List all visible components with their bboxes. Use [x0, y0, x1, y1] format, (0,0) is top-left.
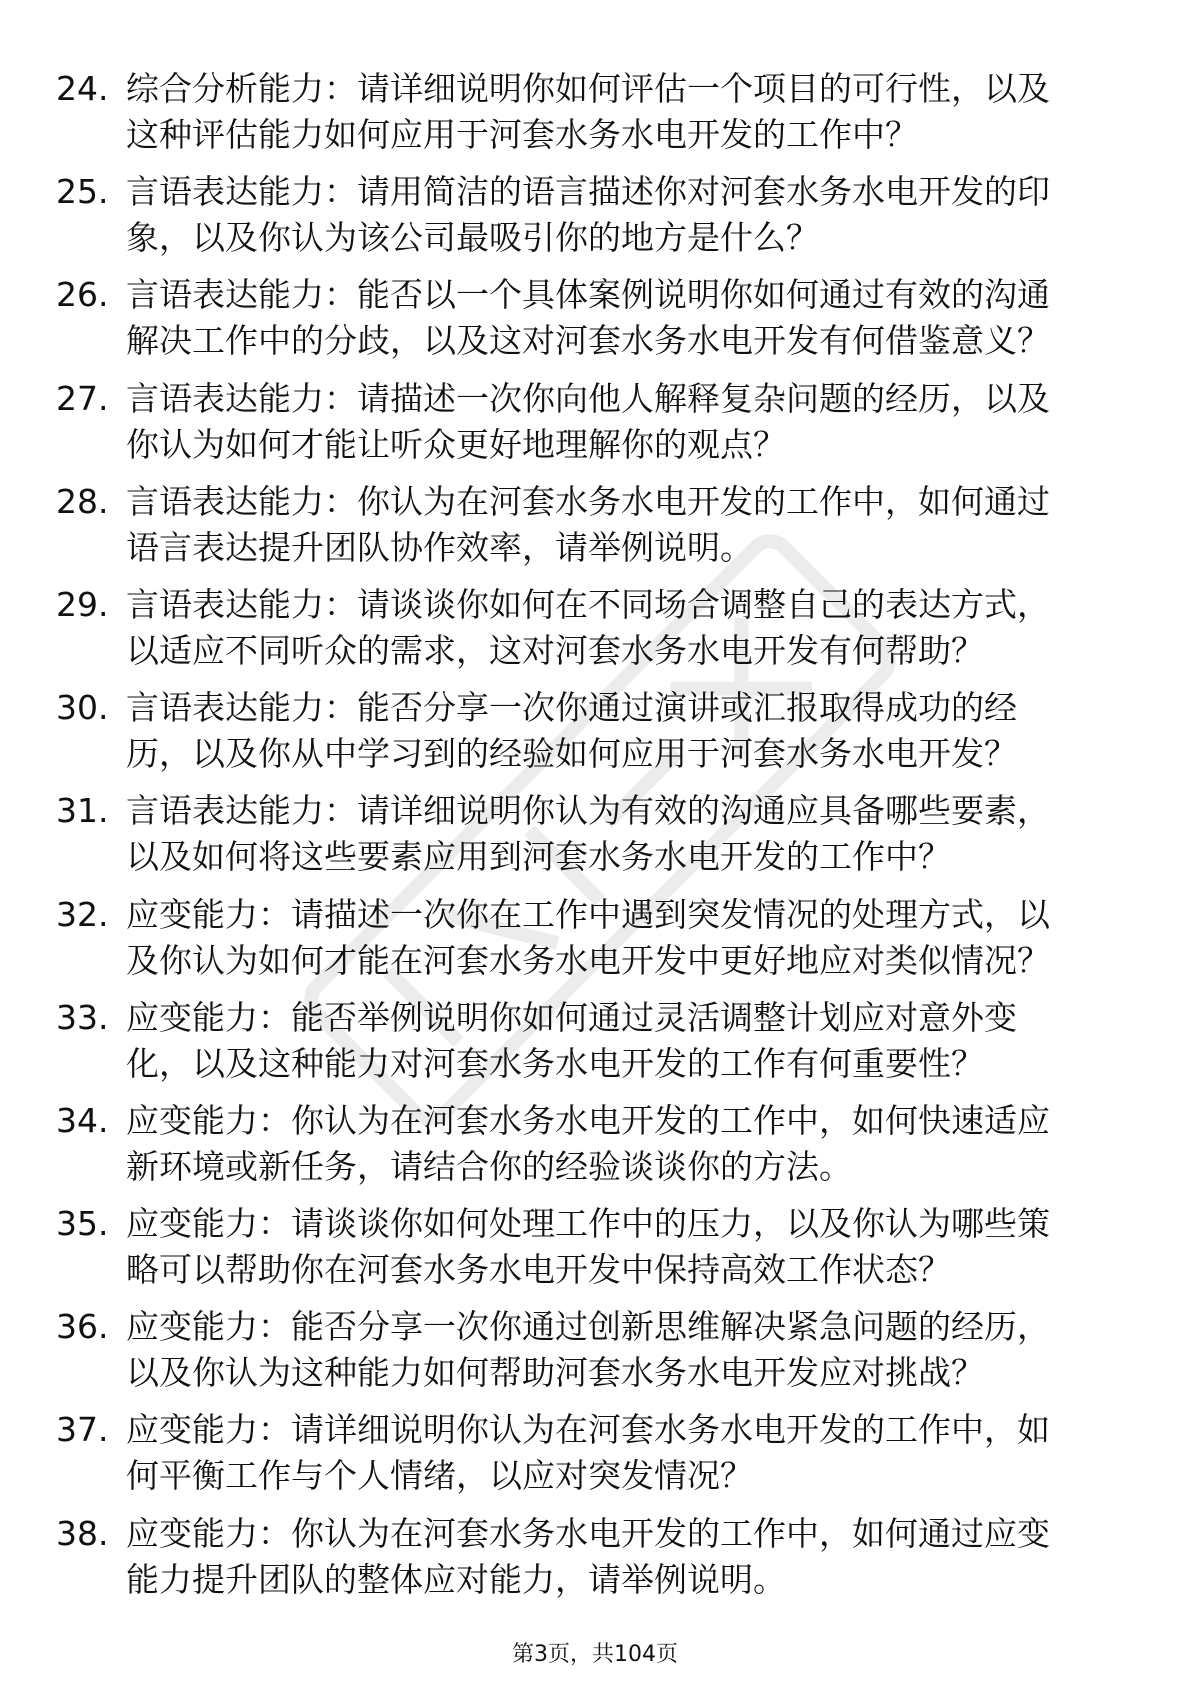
question-text-line: 言语表达能力：请用简洁的语言描述你对河套水务水电开发的印	[126, 172, 1050, 212]
question-text	[126, 169, 1126, 261]
question-text	[126, 272, 1126, 364]
question-text-line: 以及如何将这些要素应用到河套水务水电开发的工作中？	[126, 837, 951, 877]
question-text	[126, 892, 1126, 984]
question-item	[0, 995, 1190, 1098]
question-number: 34.	[56, 1100, 109, 1140]
question-text	[126, 1201, 1126, 1293]
question-text-line: 应变能力：你认为在河套水务水电开发的工作中，如何快速适应	[126, 1100, 1050, 1140]
question-item	[0, 1304, 1190, 1407]
question-item	[0, 479, 1190, 582]
question-text-line: 综合分析能力：请详细说明你如何评估一个项目的可行性，以及	[126, 69, 1050, 108]
question-text-line: 象，以及你认为该公司最吸引你的地方是什么？	[126, 218, 819, 258]
question-text-line: 以及你认为这种能力如何帮助河套水务水电开发应对挑战？	[126, 1353, 984, 1393]
question-item	[0, 582, 1190, 685]
question-item	[0, 685, 1190, 788]
question-text-line: 能力提升团队的整体应对能力，请举例说明。	[126, 1559, 786, 1599]
question-number: 25.	[56, 172, 109, 212]
question-text-line: 言语表达能力：能否以一个具体案例说明你如何通过有效的沟通	[126, 275, 1050, 315]
question-text-line: 应变能力：请谈谈你如何处理工作中的压力，以及你认为哪些策	[126, 1204, 1050, 1244]
question-number: 35.	[56, 1204, 109, 1244]
question-text	[126, 1511, 1126, 1603]
question-number: 32.	[56, 894, 109, 934]
question-text-line: 及你认为如何才能在河套水务水电开发中更好地应对类似情况？	[126, 940, 1050, 980]
question-item	[0, 66, 1190, 169]
question-item	[0, 376, 1190, 479]
question-text-line: 应变能力：请详细说明你认为在河套水务水电开发的工作中，如	[126, 1410, 1050, 1450]
question-text-line: 化，以及这种能力对河套水务水电开发的工作有何重要性？	[126, 1043, 984, 1083]
question-text	[126, 788, 1126, 880]
question-number: 38.	[56, 1513, 109, 1553]
question-text	[126, 1407, 1126, 1499]
question-text-line: 应变能力：你认为在河套水务水电开发的工作中，如何通过应变	[126, 1513, 1050, 1553]
question-text-line: 略可以帮助你在河套水务水电开发中保持高效工作状态？	[126, 1250, 951, 1290]
question-text	[126, 995, 1126, 1087]
question-list	[0, 66, 1190, 1614]
question-text-line: 应变能力：能否分享一次你通过创新思维解决紧急问题的经历，	[126, 1307, 1050, 1347]
question-text-line: 语言表达提升团队协作效率，请举例说明。	[126, 527, 753, 567]
question-item	[0, 892, 1190, 995]
question-item	[0, 788, 1190, 891]
question-text-line: 解决工作中的分歧，以及这对河套水务水电开发有何借鉴意义？	[126, 321, 1050, 361]
question-number: 29.	[56, 584, 109, 624]
question-text-line: 言语表达能力：你认为在河套水务水电开发的工作中，如何通过	[126, 481, 1050, 521]
question-item	[0, 169, 1190, 272]
question-text-line: 应变能力：能否举例说明你如何通过灵活调整计划应对意外变	[126, 997, 1017, 1037]
question-item	[0, 1201, 1190, 1304]
question-text-line: 言语表达能力：请描述一次你向他人解释复杂问题的经历，以及	[126, 378, 1050, 418]
question-number: 27.	[56, 378, 109, 418]
question-text-line: 言语表达能力：能否分享一次你通过演讲或汇报取得成功的经	[126, 688, 1017, 728]
question-text	[126, 685, 1126, 777]
question-item	[0, 1098, 1190, 1201]
question-text-line: 以适应不同听众的需求，这对河套水务水电开发有何帮助？	[126, 630, 984, 670]
question-item	[0, 272, 1190, 375]
question-number: 31.	[56, 791, 109, 831]
question-item	[0, 1511, 1190, 1614]
question-text	[126, 376, 1126, 468]
question-text-line: 应变能力：请描述一次你在工作中遇到突发情况的处理方式，以	[126, 894, 1050, 934]
question-text	[126, 479, 1126, 571]
question-number: 26.	[56, 275, 109, 315]
page-footer: 第3页，共104页	[512, 1642, 678, 1667]
question-text	[126, 66, 1126, 158]
question-text	[126, 1304, 1126, 1396]
question-text-line: 历，以及你从中学习到的经验如何应用于河套水务水电开发？	[126, 734, 1017, 774]
question-number: 37.	[56, 1410, 109, 1450]
question-text	[126, 582, 1126, 674]
question-number: 33.	[56, 997, 109, 1037]
question-text-line: 言语表达能力：请谈谈你如何在不同场合调整自己的表达方式，	[126, 584, 1050, 624]
question-number: 30.	[56, 688, 109, 728]
question-text	[126, 1098, 1126, 1190]
question-item	[0, 1407, 1190, 1510]
question-number: 24.	[56, 69, 109, 108]
question-number: 28.	[56, 481, 109, 521]
question-text-line: 新环境或新任务，请结合你的经验谈谈你的方法。	[126, 1146, 852, 1186]
question-text-line: 言语表达能力：请详细说明你认为有效的沟通应具备哪些要素，	[126, 791, 1050, 831]
question-text-line: 你认为如何才能让听众更好地理解你的观点？	[126, 424, 786, 464]
question-text-line: 这种评估能力如何应用于河套水务水电开发的工作中？	[126, 115, 918, 154]
question-number: 36.	[56, 1307, 109, 1347]
question-text-line: 何平衡工作与个人情绪，以应对突发情况？	[126, 1456, 753, 1496]
